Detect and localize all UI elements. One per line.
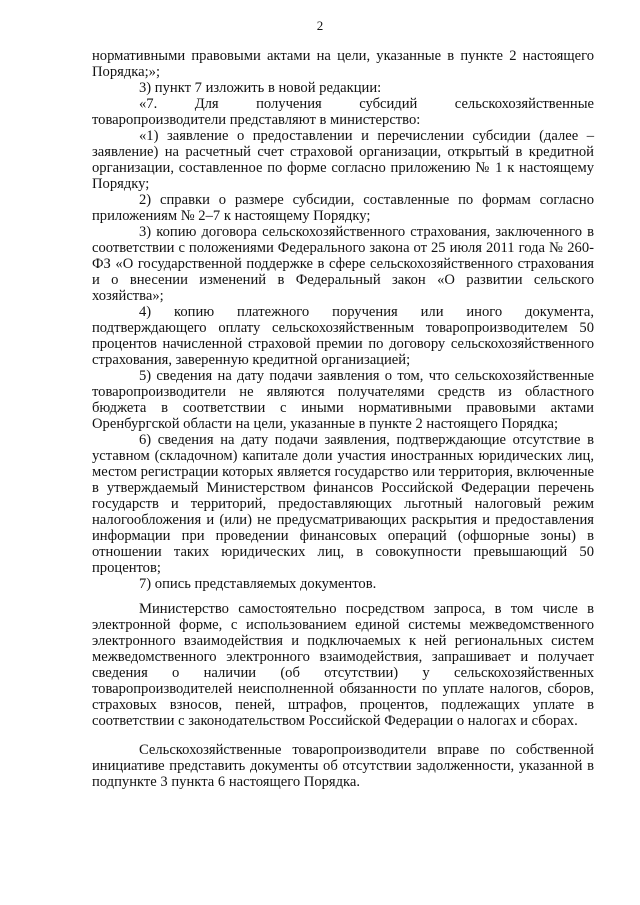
paragraph-subitem-5: 5) сведения на дату подачи заявления о том, что сельскохозяйственные товаропроизводители не являются получателями средств из областного бюджета в соответствии с иными нормативными правовыми актами Оренбургской области на цели, указанные в пункте 2 настоящего Порядка;	[92, 368, 594, 432]
document-body	[92, 48, 594, 790]
paragraph-continuation: нормативными правовыми актами на цели, указанные в пункте 2 настоящего Порядка;»;	[92, 48, 594, 80]
paragraph-subitem-1: «1) заявление о предоставлении и перечислении субсидии (далее – заявление) на расчетный счет страховой организации, открытый в кредитной организации, составленное по форме согласно приложению № 1 к настоящему Порядку;	[92, 128, 594, 192]
paragraph-subitem-7: 7) опись представляемых документов.	[139, 576, 377, 592]
paragraph-subitem-4: 4) копию платежного поручения или иного документа, подтверждающего оплату сельскохозяйственным товаропроизводителем 50 процентов начисленной страховой премии по договору сельскохозяйственного страхования, заверенную кредитной организацией;	[92, 304, 594, 368]
page-number: 2	[316, 18, 324, 33]
paragraph-subitem-6: 6) сведения на дату подачи заявления, подтверждающие отсутствие в уставном (складочном) капитале доли участия иностранных юридических лиц, местом регистрации которых является государство или территория, включенные в утверждаемый Министерством финансов Российской Федерации перечень государств и территорий, предоставляющих льготный налоговый режим налогообложения и (или) не предусматривающих раскрытия и предоставления информации при проведении финансовых операций (офшорные зоны) в отношении таких юридических лиц, в совокупности превышающий 50 процентов;	[92, 432, 594, 576]
paragraph-point-7: «7. Для получения субсидий сельскохозяйственные товаропроизводители представляют в министерство:	[92, 96, 594, 128]
paragraph-producers-initiative: Сельскохозяйственные товаропроизводители вправе по собственной инициативе представить документы об отсутствии задолженности, указанной в подпункте 3 пункта 6 настоящего Порядка.	[92, 742, 594, 790]
paragraph-item-3: 3) пункт 7 изложить в новой редакции:	[139, 80, 382, 96]
paragraph-subitem-2: 2) справки о размере субсидии, составленные по формам согласно приложениям № 2–7 к настоящему Порядку;	[92, 192, 594, 224]
paragraph-ministry-request: Министерство самостоятельно посредством запроса, в том числе в электронной форме, с использованием единой системы межведомственного электронного взаимодействия и подключаемых к ней региональных систем межведомственного электронного взаимодействия, запрашивает и получает сведения о наличии (об отсутствии) у сельскохозяйственных товаропроизводителей неисполненной обязанности по уплате налогов, сборов, страховых взносов, пеней, штрафов, процентов, подлежащих уплате в соответствии с законодательством Российской Федерации о налогах и сборах.	[92, 601, 594, 729]
paragraph-subitem-3: 3) копию договора сельскохозяйственного страхования, заключенного в соответствии с положениями Федерального закона от 25 июля 2011 года № 260-ФЗ «О государственной поддержке в сфере сельскохозяйственного страхования и о внесении изменений в Федеральный закон «О развитии сельского хозяйства»;	[92, 224, 594, 304]
